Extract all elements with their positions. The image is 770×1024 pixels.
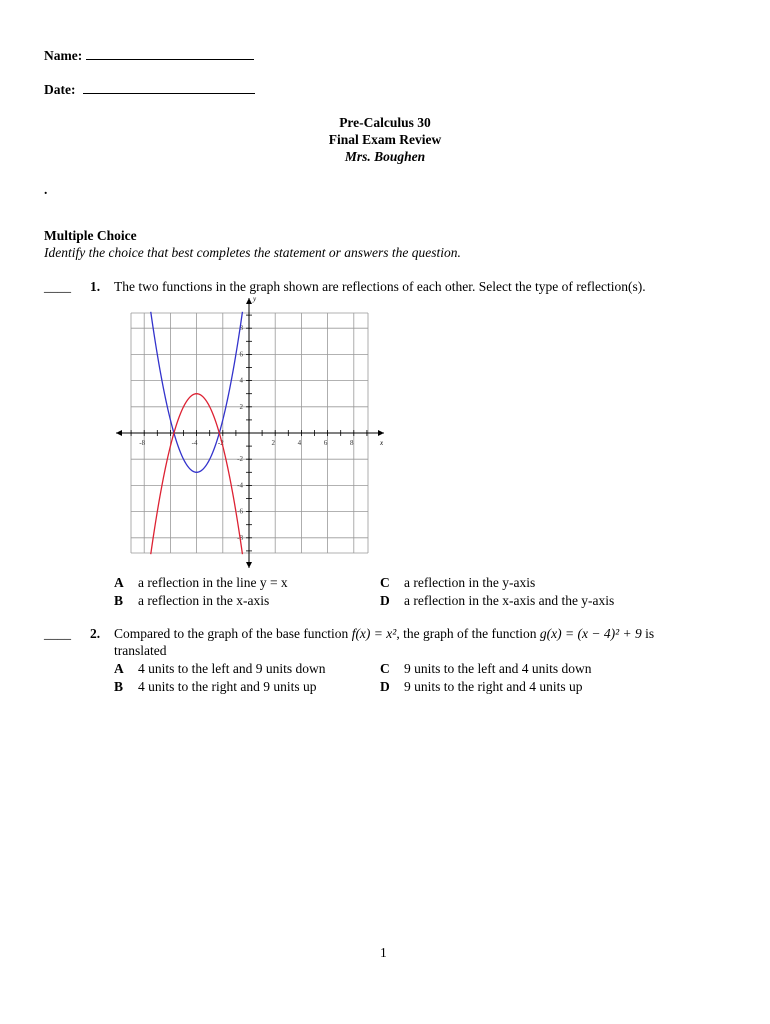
x-tick-label: -4: [191, 439, 198, 447]
y-tick-label: -6: [237, 507, 243, 516]
y-tick-label: 8: [239, 324, 243, 333]
q1-option-d-letter[interactable]: D: [380, 593, 390, 608]
q1-option-a-letter[interactable]: A: [114, 575, 124, 590]
name-line: [44, 48, 254, 64]
q2-option-b-letter[interactable]: B: [114, 679, 124, 694]
x-tick-label: -2: [217, 439, 224, 447]
q1-answer-blank[interactable]: ____: [44, 279, 71, 294]
y-tick-label: -2: [237, 455, 243, 464]
q1-text: The two functions in the graph shown are reflections of each other. Select the type of reflection(s).: [114, 279, 646, 294]
date-blank[interactable]: [83, 82, 255, 94]
q2-option-d-text[interactable]: 9 units to the right and 4 units up: [404, 679, 583, 694]
y-axis-label: y: [253, 295, 257, 303]
name-blank[interactable]: [86, 48, 254, 60]
q1-graph: [114, 292, 389, 574]
page-number: 1: [380, 945, 387, 960]
y-tick-label: -4: [237, 481, 243, 490]
exam-title: Final Exam Review: [328, 132, 442, 147]
y-tick-label: 4: [239, 376, 243, 385]
q2-option-c-text[interactable]: 9 units to the left and 4 units down: [404, 661, 592, 676]
x-tick-label: 6: [323, 439, 328, 447]
date-label: Date:: [44, 82, 76, 97]
x-tick-label: -8: [139, 439, 146, 447]
q2-text-line1: [114, 626, 654, 642]
q2-text-line2: translated: [114, 643, 167, 658]
y-tick-label: 6: [239, 350, 243, 359]
q1-option-b-letter[interactable]: B: [114, 593, 124, 608]
x-axis-arrow-right: [378, 430, 384, 436]
q1-option-b-text[interactable]: a reflection in the x-axis: [138, 593, 270, 608]
teacher-name: Mrs. Boughen: [344, 149, 426, 164]
q2-option-a-text[interactable]: 4 units to the left and 9 units down: [138, 661, 326, 676]
q2-option-a-letter[interactable]: A: [114, 661, 124, 676]
dot-mark: .: [44, 182, 48, 197]
q2-f-expression: f(x) = x²: [351, 626, 397, 641]
q2-text-part1: Compared to the graph of the base function: [114, 626, 349, 641]
section-title: Multiple Choice: [44, 228, 137, 243]
x-tick-label: 8: [350, 439, 354, 447]
q2-g-expression: g(x) = (x − 4)² + 9: [539, 626, 642, 641]
section-instructions: Identify the choice that best completes the statement or answers the question.: [44, 245, 461, 260]
x-axis-label: x: [380, 439, 384, 447]
q1-number: 1.: [90, 279, 101, 294]
q2-text-part3: is: [645, 626, 655, 641]
q1-option-d-text[interactable]: a reflection in the x-axis and the y-axis: [404, 593, 615, 608]
q2-option-c-letter[interactable]: C: [380, 661, 390, 676]
q2-option-b-text[interactable]: 4 units to the right and 9 units up: [138, 679, 317, 694]
x-tick-label: 2: [271, 439, 275, 447]
q2-answer-blank[interactable]: ____: [44, 626, 71, 641]
q1-option-a-text[interactable]: a reflection in the line y = x: [138, 575, 288, 590]
q1-option-c-letter[interactable]: C: [380, 575, 390, 590]
y-tick-label: -8: [237, 533, 243, 542]
x-tick-label: 4: [297, 439, 302, 447]
y-tick-label: 2: [239, 402, 243, 411]
y-axis-arrow-bottom: [246, 562, 252, 568]
name-label: Name:: [44, 48, 83, 63]
q2-number: 2.: [90, 626, 101, 641]
date-line: [44, 82, 255, 98]
x-axis-arrow-left: [116, 430, 122, 436]
q2-text-part2: , the graph of the function: [396, 626, 537, 641]
course-title: Pre-Calculus 30: [339, 115, 431, 130]
y-axis-arrow-top: [246, 298, 252, 304]
q2-option-d-letter[interactable]: D: [380, 679, 390, 694]
q1-option-c-text[interactable]: a reflection in the y-axis: [404, 575, 536, 590]
